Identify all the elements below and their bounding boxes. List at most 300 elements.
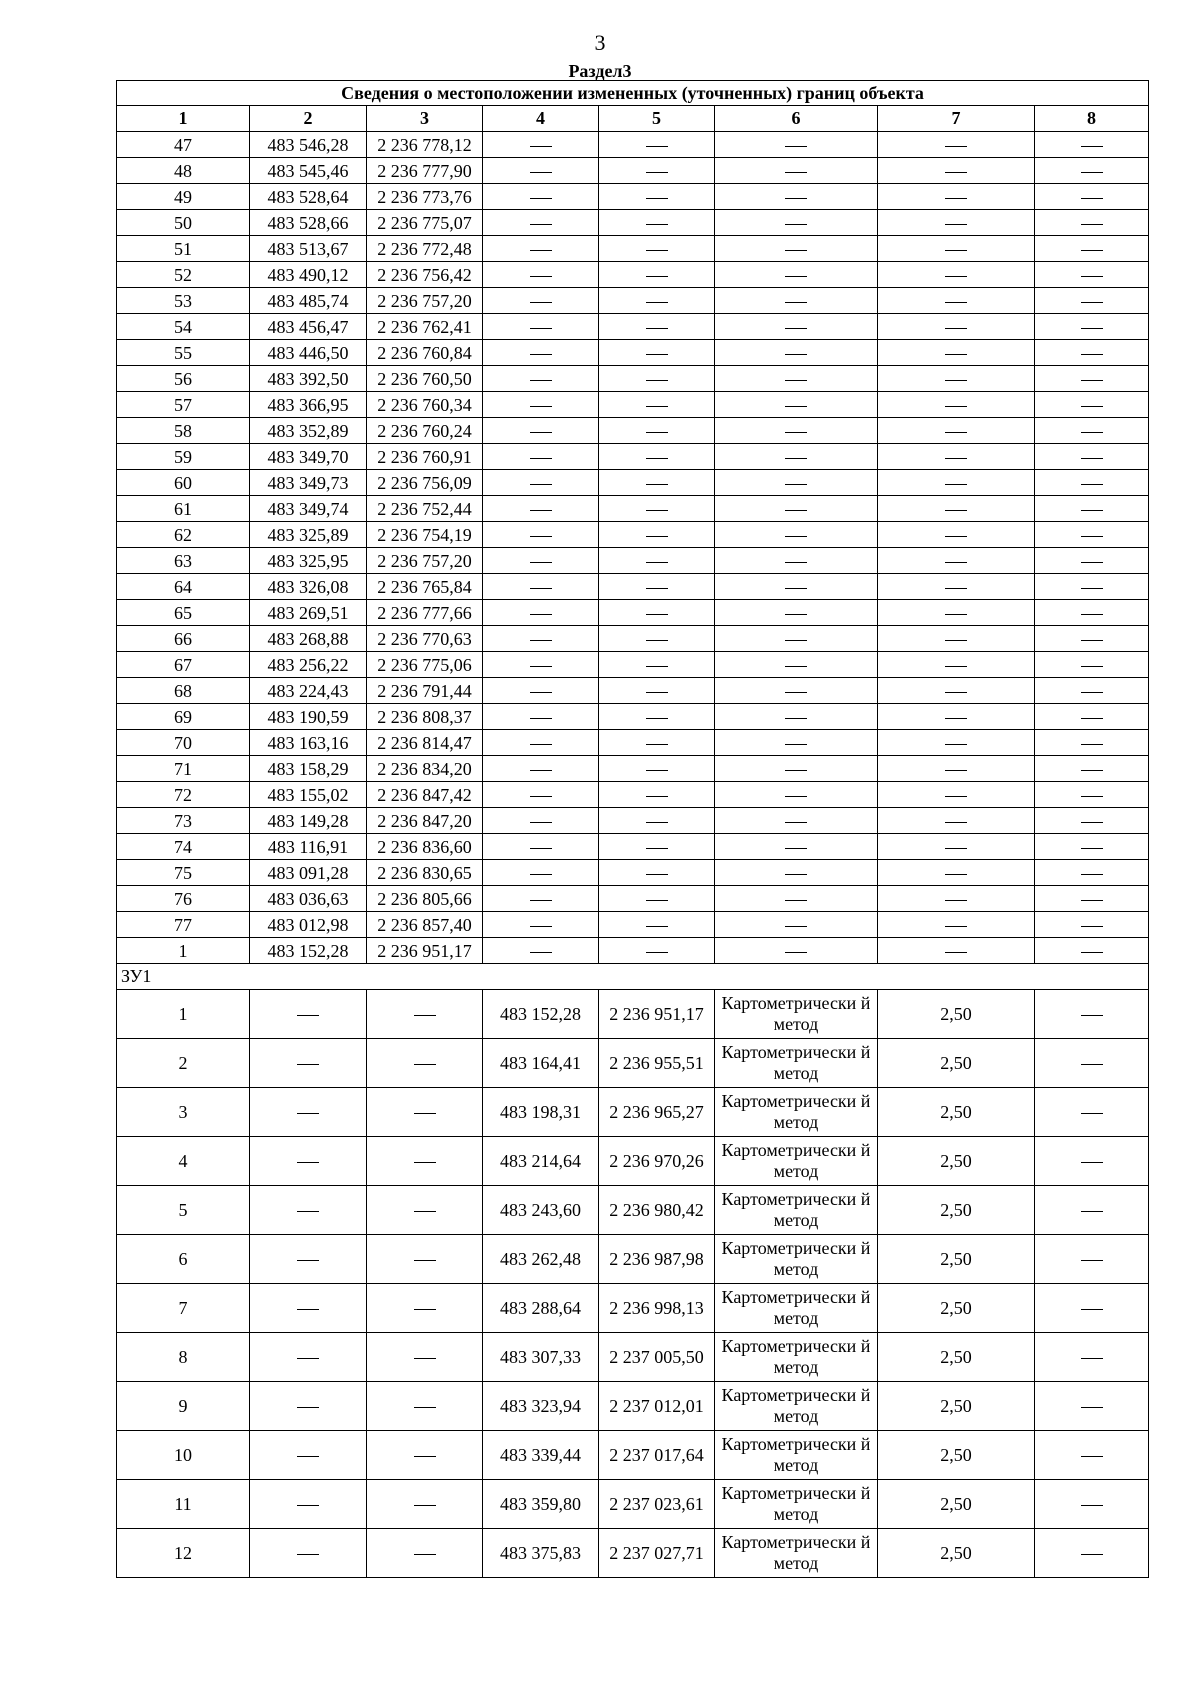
- dash-mark: [646, 406, 668, 407]
- empty-cell: [1035, 1529, 1149, 1578]
- empty-cell: [250, 1529, 367, 1578]
- empty-cell: [715, 600, 878, 626]
- empty-cell: [1035, 834, 1149, 860]
- coordinate-y-cell: 2 236 775,07: [367, 210, 483, 236]
- method-cell: Картометрически й метод: [715, 1186, 878, 1235]
- table-row: [117, 158, 1149, 184]
- dash-mark: [646, 302, 668, 303]
- coordinate-y-cell: 2 236 834,20: [367, 756, 483, 782]
- dash-mark: [297, 1260, 319, 1261]
- coordinate-x-cell: 483 366,95: [250, 392, 367, 418]
- table-row: [117, 418, 1149, 444]
- empty-cell: [599, 522, 715, 548]
- coordinate-y-cell: 2 236 777,90: [367, 158, 483, 184]
- table-row: [117, 340, 1149, 366]
- dash-mark: [646, 172, 668, 173]
- empty-cell: [878, 236, 1035, 262]
- empty-cell: [715, 444, 878, 470]
- dash-mark: [785, 146, 807, 147]
- empty-cell: [599, 210, 715, 236]
- dash-mark: [646, 250, 668, 251]
- dash-mark: [785, 900, 807, 901]
- empty-cell: [599, 288, 715, 314]
- empty-cell: [483, 574, 599, 600]
- point-number-cell: 74: [117, 834, 250, 860]
- coordinate-x-cell: 483 485,74: [250, 288, 367, 314]
- table-row: [117, 366, 1149, 392]
- empty-cell: [483, 418, 599, 444]
- dash-mark: [785, 926, 807, 927]
- dash-mark: [785, 822, 807, 823]
- empty-cell: [483, 626, 599, 652]
- empty-cell: [715, 236, 878, 262]
- dash-mark: [1081, 744, 1103, 745]
- coordinate-y-cell: 2 236 808,37: [367, 704, 483, 730]
- empty-cell: [250, 1333, 367, 1382]
- point-number-cell: 11: [117, 1480, 250, 1529]
- empty-cell: [1035, 1088, 1149, 1137]
- dash-mark: [530, 536, 552, 537]
- dash-mark: [785, 770, 807, 771]
- dash-mark: [945, 614, 967, 615]
- empty-cell: [878, 834, 1035, 860]
- dash-mark: [646, 354, 668, 355]
- empty-cell: [483, 704, 599, 730]
- dash-mark: [785, 380, 807, 381]
- precision-cell: 2,50: [878, 1039, 1035, 1088]
- coordinate-y-cell: 2 236 965,27: [599, 1088, 715, 1137]
- empty-cell: [483, 652, 599, 678]
- empty-cell: [715, 886, 878, 912]
- coordinate-y-cell: 2 236 805,66: [367, 886, 483, 912]
- empty-cell: [1035, 756, 1149, 782]
- dash-mark: [1081, 458, 1103, 459]
- dash-mark: [1081, 1309, 1103, 1310]
- dash-mark: [1081, 1015, 1103, 1016]
- dash-mark: [785, 510, 807, 511]
- empty-cell: [483, 314, 599, 340]
- dash-mark: [945, 380, 967, 381]
- empty-cell: [367, 1333, 483, 1382]
- dash-mark: [414, 1407, 436, 1408]
- coordinate-y-cell: 2 236 760,34: [367, 392, 483, 418]
- empty-cell: [483, 210, 599, 236]
- empty-cell: [878, 158, 1035, 184]
- dash-mark: [1081, 796, 1103, 797]
- dash-mark: [785, 744, 807, 745]
- empty-cell: [878, 782, 1035, 808]
- coordinate-x-cell: 483 528,66: [250, 210, 367, 236]
- empty-cell: [1035, 808, 1149, 834]
- empty-cell: [599, 158, 715, 184]
- coordinate-x-cell: 483 012,98: [250, 912, 367, 938]
- empty-cell: [715, 834, 878, 860]
- empty-cell: [715, 418, 878, 444]
- point-number-cell: 12: [117, 1529, 250, 1578]
- dash-mark: [945, 770, 967, 771]
- empty-cell: [250, 1088, 367, 1137]
- dash-mark: [646, 666, 668, 667]
- dash-mark: [530, 458, 552, 459]
- dash-mark: [530, 276, 552, 277]
- dash-mark: [646, 380, 668, 381]
- empty-cell: [715, 730, 878, 756]
- coordinate-x-cell: 483 323,94: [483, 1382, 599, 1431]
- empty-cell: [483, 834, 599, 860]
- empty-cell: [599, 678, 715, 704]
- table-row: [117, 548, 1149, 574]
- empty-cell: [1035, 1137, 1149, 1186]
- dash-mark: [530, 562, 552, 563]
- empty-cell: [483, 262, 599, 288]
- dash-mark: [1081, 1456, 1103, 1457]
- coordinate-x-cell: 483 288,64: [483, 1284, 599, 1333]
- dash-mark: [785, 250, 807, 251]
- subsection-label: ЗУ1: [117, 964, 1149, 990]
- table-row: [117, 652, 1149, 678]
- table-row: [117, 834, 1149, 860]
- dash-mark: [945, 458, 967, 459]
- empty-cell: [1035, 1333, 1149, 1382]
- point-number-cell: 75: [117, 860, 250, 886]
- point-number-cell: 62: [117, 522, 250, 548]
- point-number-cell: 60: [117, 470, 250, 496]
- column-header: 7: [878, 106, 1035, 132]
- dash-mark: [414, 1456, 436, 1457]
- coordinate-x-cell: 483 152,28: [250, 938, 367, 964]
- dash-mark: [1081, 718, 1103, 719]
- empty-cell: [599, 418, 715, 444]
- dash-mark: [530, 380, 552, 381]
- table-row: [117, 1431, 1149, 1480]
- empty-cell: [1035, 626, 1149, 652]
- point-number-cell: 1: [117, 938, 250, 964]
- coordinate-x-cell: 483 268,88: [250, 626, 367, 652]
- dash-mark: [297, 1358, 319, 1359]
- empty-cell: [878, 470, 1035, 496]
- dash-mark: [1081, 276, 1103, 277]
- empty-cell: [599, 574, 715, 600]
- empty-cell: [483, 600, 599, 626]
- dash-mark: [945, 848, 967, 849]
- point-number-cell: 73: [117, 808, 250, 834]
- point-number-cell: 6: [117, 1235, 250, 1284]
- dash-mark: [1081, 874, 1103, 875]
- coordinate-x-cell: 483 325,89: [250, 522, 367, 548]
- empty-cell: [1035, 886, 1149, 912]
- dash-mark: [530, 848, 552, 849]
- empty-cell: [878, 392, 1035, 418]
- point-number-cell: 55: [117, 340, 250, 366]
- point-number-cell: 54: [117, 314, 250, 340]
- empty-cell: [878, 704, 1035, 730]
- empty-cell: [715, 808, 878, 834]
- dash-mark: [297, 1162, 319, 1163]
- dash-mark: [1081, 770, 1103, 771]
- method-cell: Картометрически й метод: [715, 1480, 878, 1529]
- dash-mark: [1081, 380, 1103, 381]
- precision-cell: 2,50: [878, 1186, 1035, 1235]
- empty-cell: [1035, 288, 1149, 314]
- coordinate-y-cell: 2 236 847,20: [367, 808, 483, 834]
- empty-cell: [1035, 600, 1149, 626]
- dash-mark: [1081, 432, 1103, 433]
- dash-mark: [530, 172, 552, 173]
- empty-cell: [1035, 990, 1149, 1039]
- dash-mark: [945, 536, 967, 537]
- empty-cell: [483, 522, 599, 548]
- empty-cell: [367, 1431, 483, 1480]
- dash-mark: [530, 718, 552, 719]
- dash-mark: [646, 822, 668, 823]
- dash-mark: [414, 1260, 436, 1261]
- dash-mark: [530, 692, 552, 693]
- empty-cell: [250, 1186, 367, 1235]
- table-row: [117, 678, 1149, 704]
- point-number-cell: 77: [117, 912, 250, 938]
- empty-cell: [367, 1137, 483, 1186]
- dash-mark: [297, 1211, 319, 1212]
- dash-mark: [785, 302, 807, 303]
- coordinate-x-cell: 483 546,28: [250, 132, 367, 158]
- dash-mark: [414, 1113, 436, 1114]
- point-number-cell: 76: [117, 886, 250, 912]
- coordinate-y-cell: 2 236 951,17: [367, 938, 483, 964]
- dash-mark: [945, 250, 967, 251]
- coordinate-y-cell: 2 236 762,41: [367, 314, 483, 340]
- empty-cell: [483, 782, 599, 808]
- dash-mark: [646, 848, 668, 849]
- empty-cell: [878, 860, 1035, 886]
- coordinate-x-cell: 483 091,28: [250, 860, 367, 886]
- empty-cell: [599, 392, 715, 418]
- coordinate-x-cell: 483 392,50: [250, 366, 367, 392]
- empty-cell: [878, 600, 1035, 626]
- dash-mark: [1081, 510, 1103, 511]
- point-number-cell: 69: [117, 704, 250, 730]
- table-row: [117, 1382, 1149, 1431]
- dash-mark: [530, 354, 552, 355]
- coordinate-x-cell: 483 528,64: [250, 184, 367, 210]
- dash-mark: [530, 406, 552, 407]
- method-cell: Картометрически й метод: [715, 1333, 878, 1382]
- empty-cell: [250, 1039, 367, 1088]
- point-number-cell: 8: [117, 1333, 250, 1382]
- coordinate-x-cell: 483 359,80: [483, 1480, 599, 1529]
- dash-mark: [414, 1505, 436, 1506]
- empty-cell: [1035, 1039, 1149, 1088]
- table-row: [117, 444, 1149, 470]
- method-cell: Картометрически й метод: [715, 1284, 878, 1333]
- dash-mark: [646, 796, 668, 797]
- empty-cell: [878, 574, 1035, 600]
- dash-mark: [530, 432, 552, 433]
- empty-cell: [1035, 158, 1149, 184]
- coordinate-y-cell: 2 236 772,48: [367, 236, 483, 262]
- method-cell: Картометрически й метод: [715, 1382, 878, 1431]
- point-number-cell: 48: [117, 158, 250, 184]
- coordinate-y-cell: 2 236 791,44: [367, 678, 483, 704]
- dash-mark: [1081, 1407, 1103, 1408]
- point-number-cell: 5: [117, 1186, 250, 1235]
- dash-mark: [785, 718, 807, 719]
- dash-mark: [414, 1309, 436, 1310]
- dash-mark: [945, 432, 967, 433]
- coordinate-x-cell: 483 339,44: [483, 1431, 599, 1480]
- table-row: [117, 236, 1149, 262]
- coordinate-y-cell: 2 236 756,42: [367, 262, 483, 288]
- empty-cell: [599, 652, 715, 678]
- empty-cell: [250, 1431, 367, 1480]
- dash-mark: [945, 900, 967, 901]
- empty-cell: [599, 262, 715, 288]
- dash-mark: [785, 692, 807, 693]
- empty-cell: [599, 366, 715, 392]
- dash-mark: [785, 224, 807, 225]
- coordinate-x-cell: 483 163,16: [250, 730, 367, 756]
- dash-mark: [1081, 1113, 1103, 1114]
- empty-cell: [715, 678, 878, 704]
- dash-mark: [1081, 224, 1103, 225]
- method-cell: Картометрически й метод: [715, 1529, 878, 1578]
- point-number-cell: 7: [117, 1284, 250, 1333]
- method-cell: Картометрически й метод: [715, 1039, 878, 1088]
- empty-cell: [715, 184, 878, 210]
- empty-cell: [599, 860, 715, 886]
- empty-cell: [1035, 522, 1149, 548]
- page-number: 3: [594, 30, 606, 55]
- point-number-cell: 1: [117, 990, 250, 1039]
- dash-mark: [785, 198, 807, 199]
- dash-mark: [1081, 354, 1103, 355]
- empty-cell: [1035, 1186, 1149, 1235]
- coordinate-x-cell: 483 326,08: [250, 574, 367, 600]
- dash-mark: [945, 172, 967, 173]
- empty-cell: [715, 366, 878, 392]
- empty-cell: [715, 652, 878, 678]
- dash-mark: [646, 458, 668, 459]
- dash-mark: [646, 640, 668, 641]
- method-cell: Картометрически й метод: [715, 1235, 878, 1284]
- dash-mark: [785, 874, 807, 875]
- point-number-cell: 67: [117, 652, 250, 678]
- empty-cell: [599, 340, 715, 366]
- empty-cell: [250, 1235, 367, 1284]
- dash-mark: [646, 198, 668, 199]
- empty-cell: [599, 132, 715, 158]
- empty-cell: [878, 652, 1035, 678]
- dash-mark: [646, 510, 668, 511]
- dash-mark: [530, 952, 552, 953]
- coordinate-x-cell: 483 198,31: [483, 1088, 599, 1137]
- coordinate-y-cell: 2 236 760,84: [367, 340, 483, 366]
- empty-cell: [715, 860, 878, 886]
- empty-cell: [878, 262, 1035, 288]
- coordinate-x-cell: 483 269,51: [250, 600, 367, 626]
- point-number-cell: 49: [117, 184, 250, 210]
- column-header: 5: [599, 106, 715, 132]
- dash-mark: [530, 484, 552, 485]
- coordinate-y-cell: 2 236 980,42: [599, 1186, 715, 1235]
- empty-cell: [878, 496, 1035, 522]
- dash-mark: [646, 328, 668, 329]
- empty-cell: [1035, 1480, 1149, 1529]
- empty-cell: [599, 626, 715, 652]
- point-number-cell: 53: [117, 288, 250, 314]
- dash-mark: [1081, 302, 1103, 303]
- coordinate-x-cell: 483 256,22: [250, 652, 367, 678]
- coordinate-x-cell: 483 446,50: [250, 340, 367, 366]
- dash-mark: [1081, 588, 1103, 589]
- empty-cell: [1035, 704, 1149, 730]
- table-row: [117, 704, 1149, 730]
- dash-mark: [646, 588, 668, 589]
- empty-cell: [599, 756, 715, 782]
- coordinate-x-cell: 483 490,12: [250, 262, 367, 288]
- empty-cell: [1035, 938, 1149, 964]
- table-title: Сведения о местоположении измененных (уточненных) границ объекта: [117, 81, 1149, 106]
- empty-cell: [599, 808, 715, 834]
- empty-cell: [878, 366, 1035, 392]
- dash-mark: [785, 406, 807, 407]
- coordinate-x-cell: 483 214,64: [483, 1137, 599, 1186]
- boundary-coordinates-table: [116, 80, 1149, 1578]
- dash-mark: [530, 250, 552, 251]
- dash-mark: [1081, 146, 1103, 147]
- empty-cell: [1035, 314, 1149, 340]
- dash-mark: [1081, 614, 1103, 615]
- coordinate-y-cell: 2 236 773,76: [367, 184, 483, 210]
- dash-mark: [297, 1113, 319, 1114]
- empty-cell: [483, 366, 599, 392]
- empty-cell: [715, 704, 878, 730]
- column-header: 4: [483, 106, 599, 132]
- coordinate-x-cell: 483 545,46: [250, 158, 367, 184]
- empty-cell: [367, 1186, 483, 1235]
- empty-cell: [715, 912, 878, 938]
- precision-cell: 2,50: [878, 1333, 1035, 1382]
- empty-cell: [715, 340, 878, 366]
- empty-cell: [715, 626, 878, 652]
- empty-cell: [715, 782, 878, 808]
- empty-cell: [715, 262, 878, 288]
- dash-mark: [945, 406, 967, 407]
- coordinate-x-cell: 483 375,83: [483, 1529, 599, 1578]
- empty-cell: [483, 184, 599, 210]
- empty-cell: [1035, 782, 1149, 808]
- table-row: [117, 782, 1149, 808]
- coordinate-x-cell: 483 307,33: [483, 1333, 599, 1382]
- dash-mark: [646, 536, 668, 537]
- empty-cell: [483, 132, 599, 158]
- table-row: [117, 1235, 1149, 1284]
- empty-cell: [250, 1480, 367, 1529]
- empty-cell: [599, 314, 715, 340]
- table-row: [117, 210, 1149, 236]
- dash-mark: [1081, 1554, 1103, 1555]
- precision-cell: 2,50: [878, 1431, 1035, 1480]
- empty-cell: [250, 1284, 367, 1333]
- dash-mark: [785, 484, 807, 485]
- dash-mark: [945, 874, 967, 875]
- dash-mark: [785, 952, 807, 953]
- dash-mark: [530, 796, 552, 797]
- coordinate-y-cell: 2 236 830,65: [367, 860, 483, 886]
- dash-mark: [945, 224, 967, 225]
- empty-cell: [878, 288, 1035, 314]
- empty-cell: [1035, 340, 1149, 366]
- empty-cell: [715, 938, 878, 964]
